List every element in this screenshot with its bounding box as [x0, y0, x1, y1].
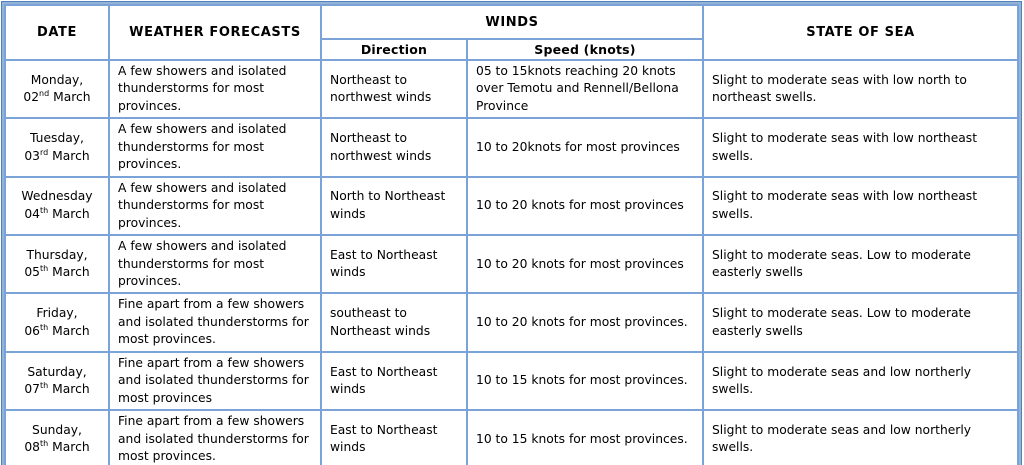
sea-cell: Slight to moderate seas and low northerly swells. [703, 410, 1018, 465]
table-row [5, 352, 1018, 410]
weekday: Tuesday, [30, 131, 84, 146]
ordinal-suffix: rd [40, 147, 49, 157]
day-number: 02 [23, 90, 40, 105]
direction-cell: Northeast to northwest winds [321, 60, 467, 118]
direction-cell: East to Northeast winds [321, 235, 467, 293]
weekday: Saturday, [27, 364, 87, 379]
forecast-cell: Fine apart from a few showers and isolated thunderstorms for most provinces [109, 352, 321, 410]
table-row [5, 60, 1018, 118]
date-cell [5, 118, 109, 176]
table-row [5, 293, 1018, 351]
speed-cell: 10 to 20 knots for most provinces [467, 177, 703, 235]
direction-cell: Northeast to northwest winds [321, 118, 467, 176]
day-number: 05 [24, 265, 40, 280]
weekday: Wednesday [21, 189, 93, 204]
forecast-cell: A few showers and isolated thunderstorms for most provinces. [109, 118, 321, 176]
day-number: 08 [24, 440, 40, 455]
month: March [52, 148, 90, 163]
month: March [52, 323, 90, 338]
ordinal-suffix: th [40, 264, 49, 274]
date-cell [5, 235, 109, 293]
direction-cell: North to Northeast winds [321, 177, 467, 235]
date-cell [5, 60, 109, 118]
month: March [52, 440, 90, 455]
marine-forecast-table [4, 4, 1019, 465]
header-winds: WINDS [321, 5, 703, 39]
forecast-cell: Fine apart from a few showers and isolated thunderstorms for most provinces. [109, 293, 321, 351]
speed-cell: 10 to 15 knots for most provinces. [467, 352, 703, 410]
header-date: DATE [5, 5, 109, 60]
direction-cell: southeast to Northeast winds [321, 293, 467, 351]
weekday: Sunday, [32, 422, 82, 437]
day-number: 07 [24, 381, 40, 396]
month: March [52, 381, 90, 396]
header-state-of-sea: STATE OF SEA [703, 5, 1018, 60]
date-cell [5, 177, 109, 235]
month: March [52, 265, 90, 280]
ordinal-suffix: th [40, 205, 49, 215]
sea-cell: Slight to moderate seas with low northeast swells. [703, 118, 1018, 176]
day-number: 04 [24, 206, 40, 221]
sea-cell: Slight to moderate seas. Low to moderate easterly swells [703, 235, 1018, 293]
sea-cell: Slight to moderate seas with low north to northeast swells. [703, 60, 1018, 118]
speed-cell: 05 to 15knots reaching 20 knots over Temotu and Rennell/Bellona Province [467, 60, 703, 118]
sea-cell: Slight to moderate seas and low northerly swells. [703, 352, 1018, 410]
date-cell [5, 410, 109, 465]
date-cell [5, 293, 109, 351]
weekday: Friday, [36, 306, 78, 321]
ordinal-suffix: nd [39, 89, 50, 99]
ordinal-suffix: th [40, 380, 49, 390]
table-row [5, 118, 1018, 176]
table-row [5, 410, 1018, 465]
ordinal-suffix: th [40, 322, 49, 332]
day-number: 03 [24, 148, 40, 163]
forecast-cell: A few showers and isolated thunderstorms for most provinces. [109, 177, 321, 235]
header-direction: Direction [321, 39, 467, 60]
speed-cell: 10 to 20 knots for most provinces. [467, 293, 703, 351]
table-frame [2, 2, 1021, 465]
weekday: Monday, [30, 72, 84, 87]
header-weather-forecasts: WEATHER FORECASTS [109, 5, 321, 60]
direction-cell: East to Northeast winds [321, 410, 467, 465]
table-row [5, 235, 1018, 293]
month: March [52, 206, 90, 221]
forecast-cell: A few showers and isolated thunderstorms for most provinces. [109, 60, 321, 118]
date-cell [5, 352, 109, 410]
day-number: 06 [24, 323, 40, 338]
speed-cell: 10 to 20 knots for most provinces [467, 235, 703, 293]
direction-cell: East to Northeast winds [321, 352, 467, 410]
ordinal-suffix: th [40, 439, 49, 449]
weekday: Thursday, [26, 247, 88, 262]
forecast-cell: A few showers and isolated thunderstorms for most provinces. [109, 235, 321, 293]
speed-cell: 10 to 20knots for most provinces [467, 118, 703, 176]
sea-cell: Slight to moderate seas. Low to moderate easterly swells [703, 293, 1018, 351]
speed-cell: 10 to 15 knots for most provinces. [467, 410, 703, 465]
table-row [5, 177, 1018, 235]
forecast-cell: Fine apart from a few showers and isolated thunderstorms for most provinces. [109, 410, 321, 465]
header-speed-knots: Speed (knots) [467, 39, 703, 60]
month: March [53, 90, 91, 105]
sea-cell: Slight to moderate seas with low northeast swells. [703, 177, 1018, 235]
